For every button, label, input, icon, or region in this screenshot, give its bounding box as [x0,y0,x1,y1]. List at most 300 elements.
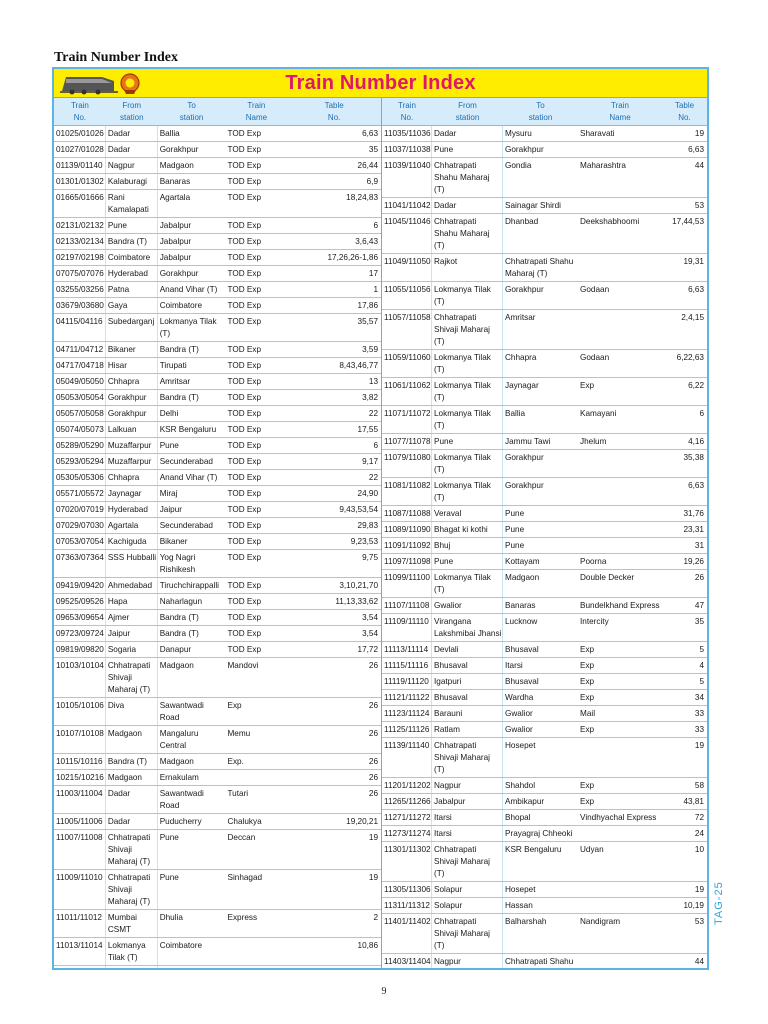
table-number: 35 [694,617,704,626]
train-name [578,254,662,281]
table-number: 10,86 [357,941,379,950]
from-station: Agartala [106,518,158,533]
table-number: 23,31 [683,525,704,534]
table-row [382,522,707,538]
banner-title: Train Number Index [285,72,476,94]
train-name: Exp [580,677,595,686]
train-name: TOD Exp [227,377,262,386]
to-station: Bhusaval [505,645,539,654]
to-station: Secunderabad [159,457,213,466]
table-row [54,754,381,770]
table-number: 1 [373,285,379,294]
table-number: 3,59 [362,345,379,354]
train-name [578,450,662,477]
from-station: Bikaner [106,342,158,357]
to-station: Lucknow [505,617,538,626]
table-number: 33 [694,709,704,718]
table-number: 72 [694,813,704,822]
table-row [382,658,707,674]
train-name: Jhelum [580,437,607,446]
train-name: Exp. [227,757,244,766]
train-number: 11099/11100 [382,570,432,597]
train-name: Godaan [580,285,610,294]
train-number: 09653/09654 [54,610,106,625]
from-station: Bhusaval [432,658,503,673]
table-row [382,158,707,198]
to-station: Gorakhpur [505,453,544,462]
from-station: Rani Kamalapati [106,190,158,217]
table-row [382,810,707,826]
train-number: 07029/07030 [54,518,106,533]
table-number: 53 [694,917,704,926]
train-name: Sinhagad [227,873,263,882]
right-column [382,98,707,970]
from-station: Chhatrapati Shahu Maharaj (T) [432,214,503,253]
table-number: 3,82 [362,393,379,402]
from-station [106,966,158,970]
from-station: SSS Hubballi [106,550,158,577]
train-name [578,882,662,897]
train-name [578,954,662,970]
table-number: 24,90 [357,489,379,498]
from-station: Dadar [106,814,158,829]
train-number: 11013/11014 [54,938,106,965]
from-station: Solapur [432,882,503,897]
to-station: Jaipur [159,505,182,514]
from-station: Pune [432,554,503,569]
to-station: Naharlagun [159,597,203,606]
table-number: 9,17 [362,457,379,466]
from-station: Solapur [432,898,503,913]
train-number: 02133/02134 [54,234,106,249]
to-station: Pune [505,525,525,534]
train-name: Exp [227,701,242,710]
train-name: Bundelkhand Express [580,601,660,610]
table-number: 26 [368,661,379,670]
from-station: Nagpur [432,954,503,970]
from-station: Patna [106,282,158,297]
header-table: Table No. [324,101,344,122]
to-station: Mysuru [505,129,532,138]
to-station: Banaras [159,177,191,186]
train-name: Intercity [580,617,609,626]
table-row [382,198,707,214]
from-station: Igatpuri [432,674,503,689]
table-row [54,870,381,910]
to-station: Danapur [159,645,192,654]
train-name: TOD Exp [227,409,262,418]
train-number: 01027/01028 [54,142,106,157]
table-number: 44 [694,957,704,966]
to-station: Wardha [505,693,534,702]
table-number: 2,4,15 [681,313,704,322]
train-name: Kamayani [580,409,617,418]
train-number: 03255/03256 [54,282,106,297]
train-name [578,478,662,505]
train-number: 05305/05306 [54,470,106,485]
to-station: Amritsar [159,377,191,386]
train-number: 11005/11006 [54,814,106,829]
from-station: Dadar [106,786,158,813]
train-name: TOD Exp [227,269,262,278]
from-station: Chhapra [106,374,158,389]
table-row [382,954,707,970]
table-number: 19 [368,873,379,882]
train-number: 01139/01140 [54,158,106,173]
train-name: TOD Exp [227,345,262,354]
train-name [578,522,662,537]
table-number: 4 [699,661,704,670]
from-station: Dadar [432,126,503,141]
train-name: Express [227,913,258,922]
header-from: From station [119,101,144,122]
table-number: 8,43,46,77 [339,361,379,370]
table-row [382,570,707,598]
train-number: 11091/11092 [382,538,432,553]
table-row [54,454,381,470]
table-row [382,254,707,282]
table-row [54,910,381,938]
from-station: Muzaffarpur [106,454,158,469]
to-station: Itarsi [505,661,523,670]
train-name: TOD Exp [227,613,262,622]
from-station: Dadar [432,198,503,213]
train-number: 02131/02132 [54,218,106,233]
from-station: Chhatrapati Shivaji Maharaj (T) [432,310,503,349]
train-name: Tutari [227,789,249,798]
to-station: Dhulia [159,913,183,922]
from-station: Lokmanya Tilak (T) [106,938,158,965]
to-station: Jabalpur [159,237,192,246]
to-station: Secunderabad [159,521,213,530]
table-number: 26 [368,789,379,798]
to-station: Gorakhpur [159,269,199,278]
from-station: Ratlam [432,722,503,737]
table-row [382,642,707,658]
from-station: Bhusaval [432,690,503,705]
to-station: KSR Bengaluru [159,425,217,434]
train-name: Sharavati [580,129,615,138]
to-station: Gorakhpur [159,145,199,154]
to-station: Banaras [505,601,536,610]
to-station: Chhatrapati Shahu [505,957,574,966]
to-station: Jabalpur [159,253,192,262]
table-number: 6 [373,221,379,230]
from-station: Madgaon [106,770,158,785]
train-name: TOD Exp [227,505,262,514]
table-number: 43,81 [683,797,704,806]
table-number: 17 [368,269,379,278]
banner [54,69,707,98]
train-number: 11123/11124 [382,706,432,721]
to-station: Bikaner [159,537,188,546]
train-number: 07053/07054 [54,534,106,549]
table-row [382,842,707,882]
from-station: Muzaffarpur [106,438,158,453]
table-number: 5 [699,677,704,686]
train-number: 11097/11098 [382,554,432,569]
from-station: Hyderabad [106,266,158,281]
from-station: Rajkot [432,254,503,281]
table-row [382,674,707,690]
table-number: 26 [368,757,379,766]
train-number: 11139/11140 [382,738,432,777]
table-number: 3,54 [362,613,379,622]
to-station: Pune [159,873,179,882]
train-number: 11125/11126 [382,722,432,737]
table-number: 6 [373,441,379,450]
train-number: 11055/11056 [382,282,432,309]
table-row [382,554,707,570]
train-number: 11273/11274 [382,826,432,841]
to-station: Bandra (T) [159,629,199,638]
table-number: 5 [699,645,704,654]
to-station: Bhopal [505,813,531,822]
train-number: 11115/11116 [382,658,432,673]
table-row [54,190,381,218]
to-station: Anand Vihar (T) [159,473,218,482]
train-name [578,310,662,349]
table-row [382,126,707,142]
train-number: 09525/09526 [54,594,106,609]
train-number: 11057/11058 [382,310,432,349]
to-station: Dhanbad [505,217,539,226]
table-row [382,706,707,722]
train-number: 11081/11082 [382,478,432,505]
from-station: Pune [432,434,503,449]
to-station: Ambikapur [505,797,545,806]
table-number: 10 [694,845,704,854]
from-station: Chhatrapati Shivaji Maharaj (T) [106,830,158,869]
train-name: TOD Exp [227,553,262,562]
to-station: Chhapra [505,353,537,362]
table-row [54,266,381,282]
train-name: Exp [580,693,595,702]
train-name: Chalukya [227,817,262,826]
from-station: Subedarganj [106,314,158,341]
table-number: 17,86 [357,301,379,310]
train-number: 11107/11108 [382,598,432,613]
header-to: To station [179,101,204,122]
table-number: 19 [368,833,379,842]
table-row [54,422,381,438]
table-number: 47 [694,601,704,610]
table-row [54,626,381,642]
from-station: Chhatrapati Shivaji Maharaj (T) [432,842,503,881]
from-station: Itarsi [432,810,503,825]
table-number: 10,19 [683,901,704,910]
from-station: Gorakhpur [106,406,158,421]
train-name: TOD Exp [227,425,262,434]
table-row [54,374,381,390]
from-station: Pune [106,218,158,233]
train-number: 03679/03680 [54,298,106,313]
train-number: 01301/01302 [54,174,106,189]
table-row [54,938,381,966]
table-number: 19,20,21 [346,817,379,826]
train-name: Exp [580,645,595,654]
from-station: Virangana Lakshmibai Jhansi [432,614,503,641]
train-number: 10115/10116 [54,754,106,769]
to-station: Amritsar [505,313,536,322]
train-number: 04711/04712 [54,342,106,357]
from-station: Lokmanya Tilak (T) [432,378,503,405]
train-number: 11059/11060 [382,350,432,377]
table-number: 9,43,53,54 [339,505,379,514]
train-number: 10107/10108 [54,726,106,753]
train-number: 11201/11202 [382,778,432,793]
table-row [382,478,707,506]
header-to: To station [528,101,553,122]
train-name [225,966,287,970]
train-name: Exp [580,781,595,790]
from-station: Hyderabad [106,502,158,517]
train-number: 05289/05290 [54,438,106,453]
from-station: Pune [432,142,503,157]
train-name: Exp [580,725,595,734]
train-name: TOD Exp [227,221,262,230]
to-station: Pune [159,441,179,450]
from-station: Chhatrapati Shivaji Maharaj (T) [106,658,158,697]
table-row [54,282,381,298]
to-station: Pune [505,541,525,550]
table-row [54,966,381,970]
train-number: 05571/05572 [54,486,106,501]
train-number: 11003/11004 [54,786,106,813]
table-row [382,434,707,450]
to-station: Anand Vihar (T) [159,285,218,294]
to-station: Bhusaval [505,677,539,686]
table-row [54,658,381,698]
table-number: 17,44,53 [672,217,704,226]
train-number: 11119/11120 [382,674,432,689]
right-table-body [382,126,707,970]
train-number: 11121/11122 [382,690,432,705]
from-station: Chhatrapati Shivaji Maharaj (T) [432,738,503,777]
table-row [382,898,707,914]
train-name: Poorna [580,557,607,566]
from-station: Gorakhpur [106,390,158,405]
table-number: 24 [694,829,704,838]
train-name: Udyan [580,845,604,854]
table-row [382,826,707,842]
train-name: Deekshabhoomi [580,217,640,226]
train-number: 11045/11046 [382,214,432,253]
to-station: Puducherry [159,817,202,826]
header-from: From station [455,101,480,122]
to-station: Madgaon [159,161,194,170]
train-number: 04115/04116 [54,314,106,341]
table-row [54,610,381,626]
from-station: Chhapra [106,470,158,485]
table-number: 29,83 [357,521,379,530]
train-name: TOD Exp [227,393,262,402]
train-number: 11049/11050 [382,254,432,281]
table-row [54,390,381,406]
train-number: 11071/11072 [382,406,432,433]
train-number: 10103/10104 [54,658,106,697]
table-row [54,470,381,486]
table-row [54,550,381,578]
to-station: Coimbatore [159,941,203,950]
table-number: 2 [373,913,379,922]
to-station: Yog Nagri Rishikesh [159,553,196,574]
table-number: 26 [368,729,379,738]
from-station: Madgaon [106,726,158,753]
from-station: Lalkuan [106,422,158,437]
from-station: Dadar [106,142,158,157]
table-number: 26 [368,701,379,710]
to-station: Sainagar Shirdi [505,201,561,210]
train-name [578,898,662,913]
train-number: 11113/11114 [382,642,432,657]
train-number: 11311/11312 [382,898,432,913]
table-number: 11,13,33,62 [335,597,379,606]
table-number: 22 [368,473,379,482]
train-name: Godaan [580,353,610,362]
train-number: 05293/05294 [54,454,106,469]
train-number: 01025/01026 [54,126,106,141]
train-name: TOD Exp [227,161,262,170]
from-station: Jaipur [106,626,158,641]
from-station: Dadar [106,126,158,141]
from-station: Nagpur [106,158,158,173]
to-station: Pune [505,509,525,518]
train-name: TOD Exp [227,361,262,370]
train-number: 05049/05050 [54,374,106,389]
train-name: Maharashtra [580,161,626,170]
from-station: Hapa [106,594,158,609]
table-number: 35 [368,145,379,154]
train-name [578,538,662,553]
to-station: KSR Bengaluru [505,845,562,854]
train-number: 10215/10216 [54,770,106,785]
table-row [54,342,381,358]
page-heading: Train Number Index [54,50,178,65]
side-tag: TAG-25 [713,881,725,925]
to-station: Hosepet [505,741,536,750]
table-number: 26 [368,773,379,782]
to-station: Bandra (T) [159,613,199,622]
table-number: 34 [694,693,704,702]
train-name: TOD Exp [227,253,262,262]
train-number [54,966,106,970]
train-number: 11305/11306 [382,882,432,897]
table-number: 35,38 [683,453,704,462]
table-number: 17,72 [357,645,379,654]
train-number: 11035/11036 [382,126,432,141]
table-row [54,534,381,550]
table-row [382,350,707,378]
train-number: 09819/09820 [54,642,106,657]
train-number: 11265/11266 [382,794,432,809]
to-station: Delhi [159,409,179,418]
table-row [382,378,707,406]
header-train-no: Train No. [398,101,416,122]
table-number: 3,54 [362,629,379,638]
train-number: 11089/11090 [382,522,432,537]
from-station: Veraval [432,506,503,521]
table-number: 9,23,53 [350,537,379,546]
train-name [578,142,662,157]
train-number: 11011/11012 [54,910,106,937]
train-name [225,770,287,785]
table-number: 13 [368,377,379,386]
to-station: Chhatrapati Shahu Maharaj (T) [505,257,574,278]
table-row [54,142,381,158]
from-station: Itarsi [432,826,503,841]
table-number: 44 [694,161,704,170]
